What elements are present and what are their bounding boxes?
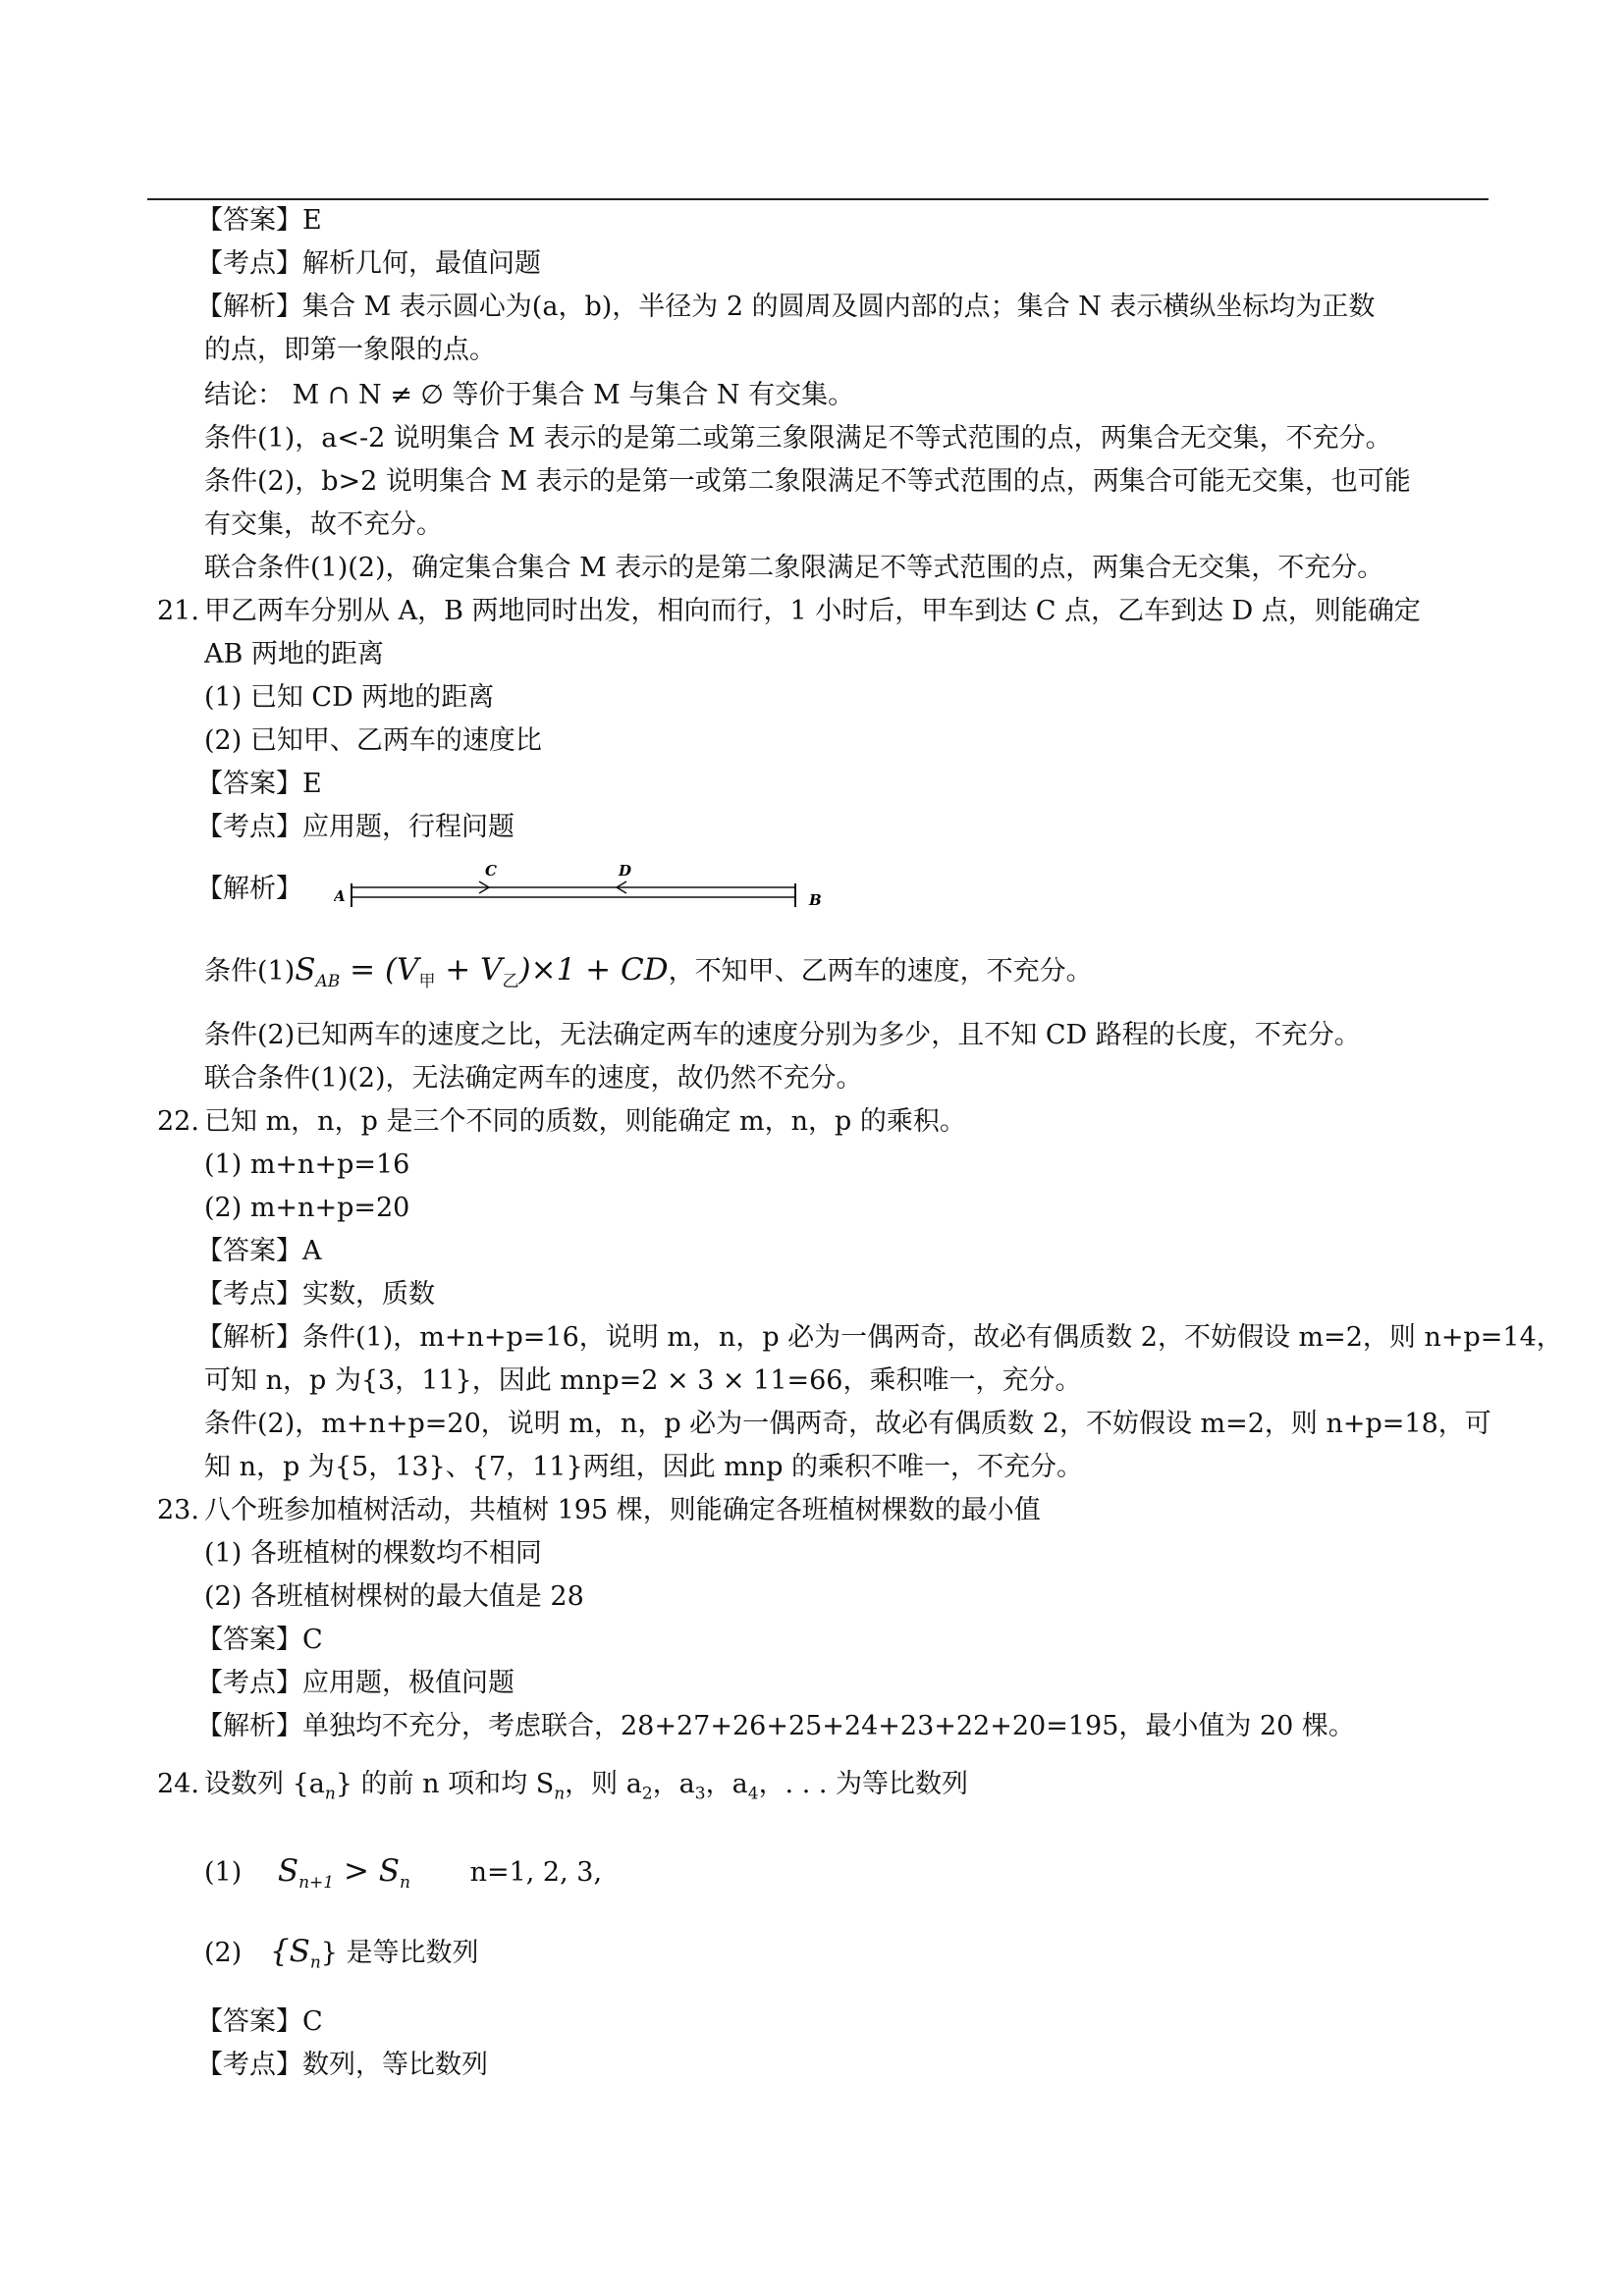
q20-cond2-2: 有交集，故不充分。 (204, 509, 443, 540)
point-b-label: B (809, 891, 822, 909)
q20-combined: 联合条件(1)(2)，确定集合集合 M 表示的是第二象限满足不等式范围的点，两集合无交集，不充分。 (204, 553, 1384, 583)
q20-answer: 【答案】E (196, 205, 322, 236)
q24-opt1-range: n=1, 2, 3, (469, 1857, 603, 1888)
q24-stem-c: ，则 a (565, 1769, 642, 1799)
q21-formula (295, 952, 669, 992)
q24-opt2-label: (2) (204, 1938, 243, 1968)
q23-stem: 八个班参加植树活动，共植树 195 棵，则能确定各班植树棵数的最小值 (204, 1495, 1041, 1525)
point-c-label: C (485, 864, 497, 880)
q24-option-1 (204, 1853, 602, 1900)
q24-sub-2: 2 (641, 1784, 653, 1804)
opt1-gt: > S (334, 1853, 401, 1889)
q21-answer: 【答案】E (196, 769, 322, 799)
formula-sub-yi: 乙 (502, 972, 519, 992)
q23-option-2: (2) 各班植树棵树的最大值是 28 (204, 1581, 584, 1612)
q24-opt2-sub-n: n (309, 1952, 321, 1973)
formula-rest: )×1 + CD (518, 952, 669, 988)
q24-stem-e: ，a (705, 1769, 748, 1799)
q21-cond1-suffix: ，不知甲、乙两车的速度，不充分。 (668, 956, 1093, 987)
q20-analysis-2: 的点，即第一象限的点。 (204, 335, 496, 365)
q21-combined: 联合条件(1)(2)，无法确定两车的速度，故仍然不充分。 (204, 1063, 863, 1094)
q22-topic: 【考点】实数，质数 (196, 1279, 435, 1309)
q23-number: 23. (157, 1495, 199, 1525)
point-a-label: A (334, 887, 346, 905)
q22-option-1: (1) m+n+p=16 (204, 1149, 410, 1180)
q22-analysis-1: 【解析】条件(1)，m+n+p=16，说明 m，n，p 必为一偶两奇，故必有偶质数 2，不妨假设 m=2，则 n+p=14， (196, 1322, 1563, 1353)
route-diagram (334, 864, 835, 923)
q22-analysis-3: 条件(2)，m+n+p=20，说明 m，n，p 必为一偶两奇，故必有偶质数 2，不妨假设 m=2，则 n+p=18，可 (204, 1409, 1491, 1439)
header-rule (147, 198, 1489, 200)
formula-sub-ab: AB (315, 972, 341, 992)
q22-analysis-4: 知 n，p 为{5，13}、{7，11}两组，因此 mnp 的乘积不唯一，不充分。 (204, 1452, 1084, 1482)
q21-stem-1: 甲乙两车分别从 A，B 两地同时出发，相向而行，1 小时后，甲车到达 C 点，乙车到达 D 点，则能确定 (204, 596, 1421, 626)
q24-opt2-text: } 是等比数列 (320, 1938, 479, 1968)
q23-option-1: (1) 各班植树的棵数均不相同 (204, 1538, 542, 1569)
opt1-s: S (277, 1853, 299, 1889)
q21-option-2: (2) 已知甲、乙两车的速度比 (204, 725, 542, 756)
q24-sub-3: 3 (694, 1784, 706, 1804)
formula-s: S (295, 952, 316, 988)
q24-answer: 【答案】C (196, 2006, 323, 2037)
formula-plus: + V (435, 952, 503, 988)
q24-option-2 (204, 1934, 479, 1980)
q22-option-2: (2) m+n+p=20 (204, 1193, 410, 1223)
q20-analysis-1: 【解析】集合 M 表示圆心为(a，b)，半径为 2 的圆周及圆内部的点；集合 N 表示横纵坐标均为正数 (196, 292, 1376, 322)
opt1-sub-n: n (400, 1873, 410, 1894)
q21-option-1: (1) 已知 CD 两地的距离 (204, 682, 495, 713)
q22-stem: 已知 m，n，p 是三个不同的质数，则能确定 m，n，p 的乘积。 (204, 1106, 966, 1137)
q21-number: 21. (157, 596, 199, 626)
q21-topic: 【考点】应用题，行程问题 (196, 812, 514, 842)
q24-stem-b: } 的前 n 项和均 S (335, 1769, 555, 1799)
q20-topic: 【考点】解析几何，最值问题 (196, 248, 541, 279)
formula-sub-jia: 甲 (418, 972, 436, 992)
q24-stem (204, 1767, 968, 1811)
q24-opt2-set: {S (269, 1934, 310, 1969)
q24-opt1-label: (1) (204, 1857, 243, 1888)
q23-analysis: 【解析】单独均不充分，考虑联合，28+27+26+25+24+23+22+20=195，最小值为 20 棵。 (196, 1711, 1355, 1741)
q20-cond2-1: 条件(2)，b>2 说明集合 M 表示的是第一或第二象限满足不等式范围的点，两集合可能无交集，也可能 (204, 466, 1411, 497)
q23-answer: 【答案】C (196, 1625, 323, 1655)
q24-sub-n-2: n (554, 1784, 566, 1804)
q20-conclusion: 结论： M ∩ N ≠ ∅ 等价于集合 M 与集合 N 有交集。 (204, 380, 855, 410)
q24-topic: 【考点】数列，等比数列 (196, 2050, 488, 2080)
q24-sub-4: 4 (747, 1784, 759, 1804)
q24-number: 24. (157, 1769, 199, 1799)
formula-eq: = (V (340, 952, 419, 988)
q20-cond1: 条件(1)，a<-2 说明集合 M 表示的是第二或第三象限满足不等式范围的点，两集合无交集，不充分。 (204, 423, 1392, 454)
q24-stem-f: ，. . . 为等比数列 (758, 1769, 969, 1799)
q24-stem-a: 设数列 {a (204, 1769, 325, 1799)
q24-opt1-formula (277, 1853, 410, 1894)
q21-cond1 (204, 952, 1093, 999)
opt1-sub-n1: n+1 (298, 1873, 335, 1894)
q22-answer: 【答案】A (196, 1236, 322, 1266)
q21-cond1-prefix: 条件(1) (204, 956, 296, 987)
q22-number: 22. (157, 1106, 199, 1137)
q22-analysis-2: 可知 n，p 为{3，11}，因此 mnp=2 × 3 × 11=66，乘积唯一，充分。 (204, 1365, 1082, 1396)
q23-topic: 【考点】应用题，极值问题 (196, 1668, 514, 1698)
q21-cond2: 条件(2)已知两车的速度之比，无法确定两车的速度分别为多少，且不知 CD 路程的长度，不充分。 (204, 1020, 1361, 1050)
q21-stem-2: AB 两地的距离 (204, 639, 384, 669)
q21-analysis-label: 【解析】 (196, 874, 302, 904)
q24-stem-d: ，a (652, 1769, 695, 1799)
q24-sub-n: n (324, 1784, 336, 1804)
point-d-label: D (619, 864, 632, 880)
